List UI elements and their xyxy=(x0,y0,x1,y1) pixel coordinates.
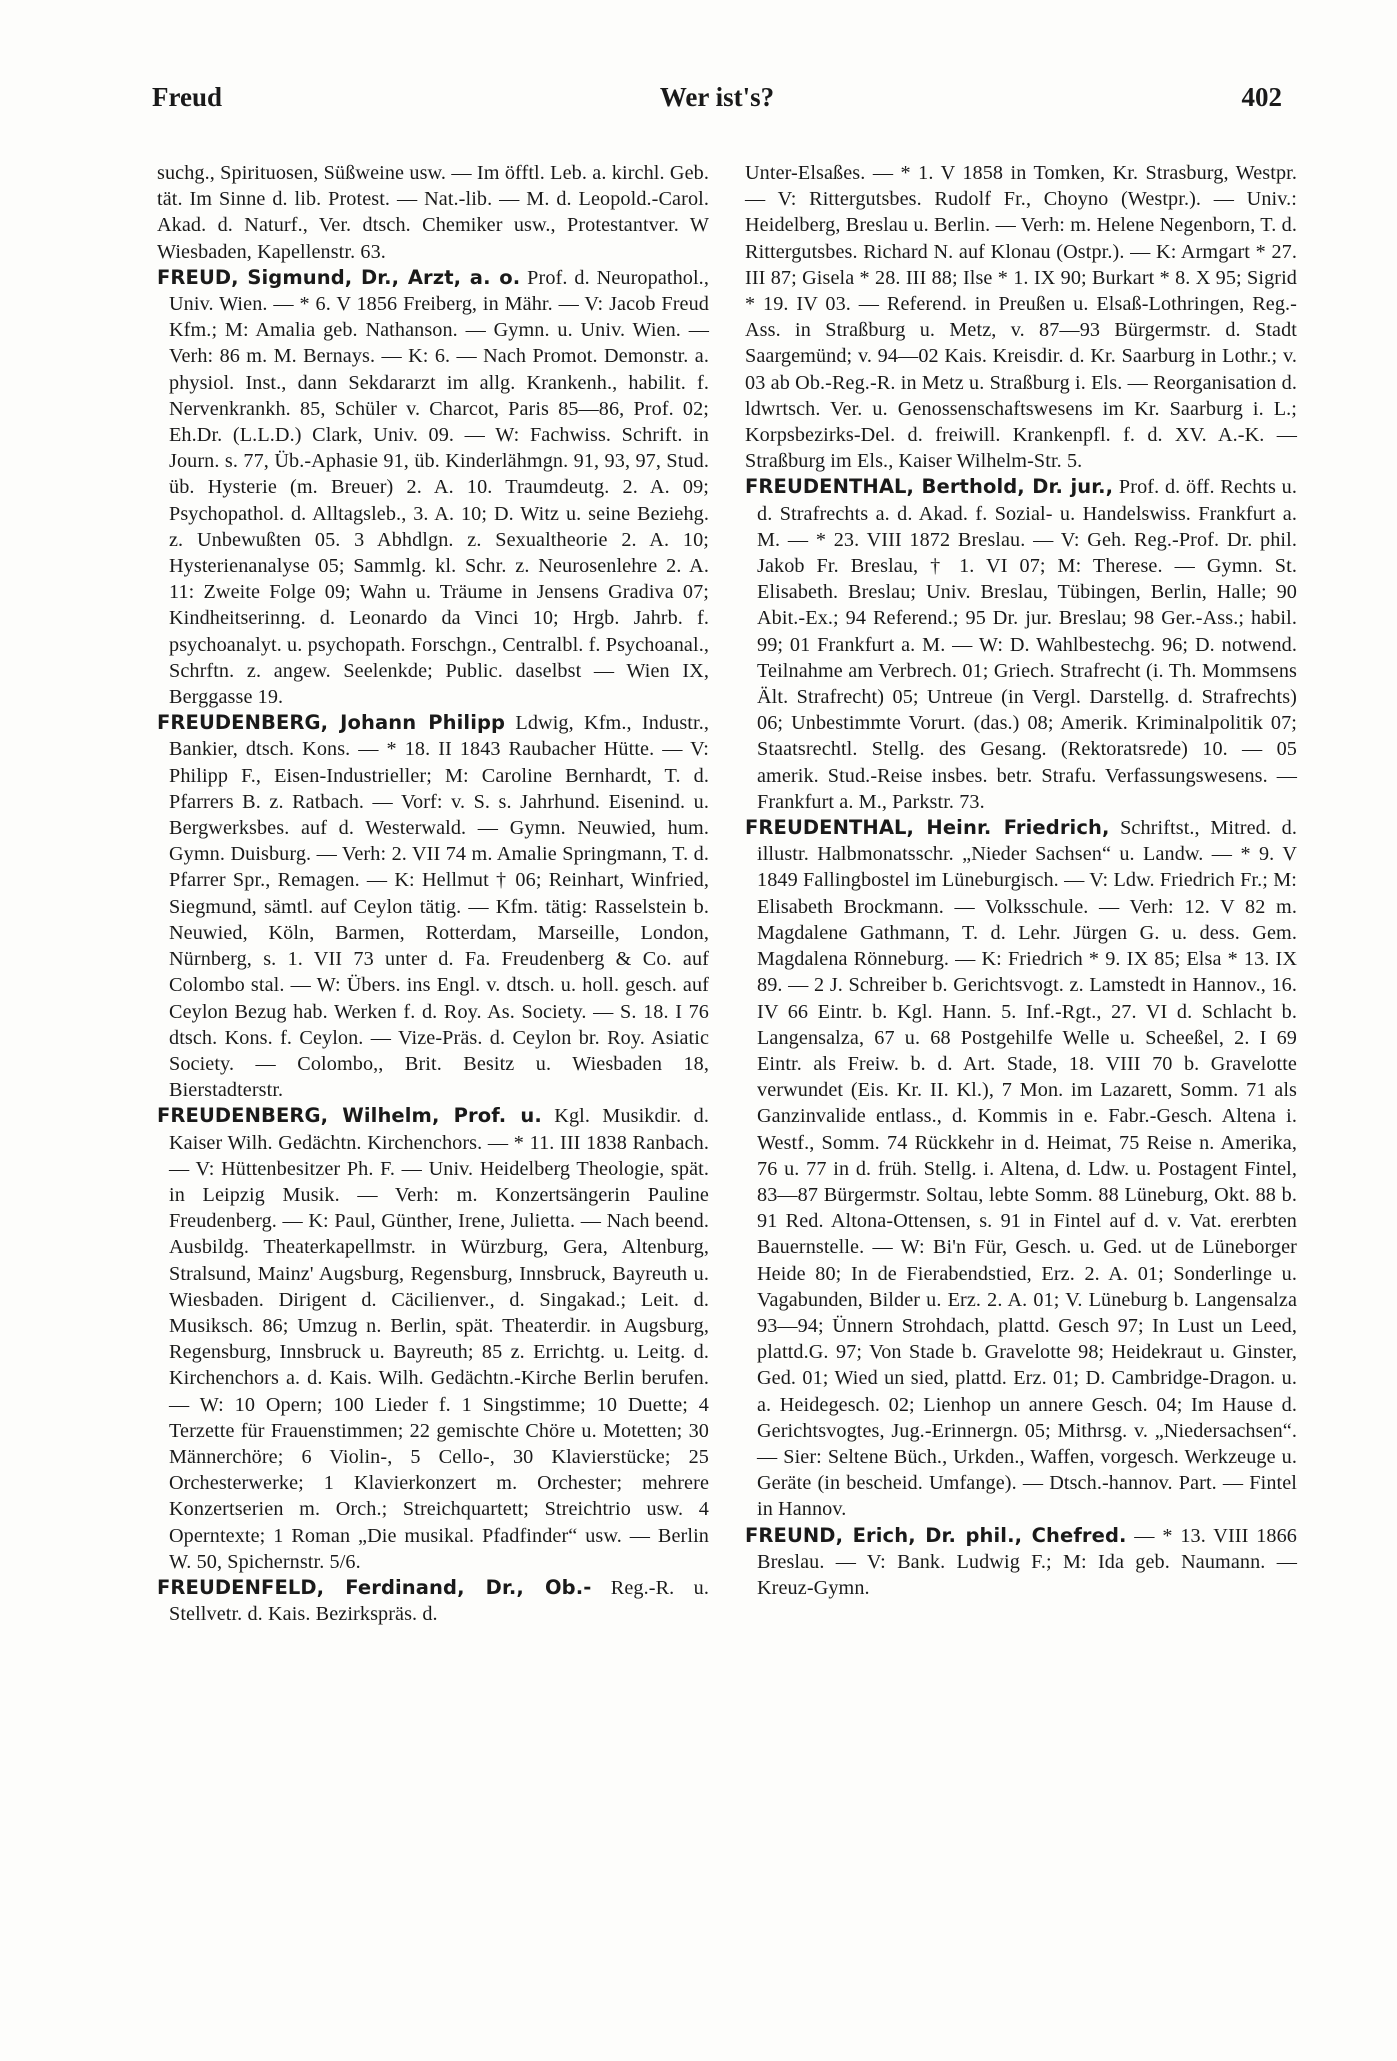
right-column xyxy=(745,160,1297,1601)
entry-name: FREUDENFELD, Ferdinand, Dr., Ob.- xyxy=(157,1575,592,1599)
page-header xyxy=(152,82,1282,122)
entry-text: Prof. d. öff. Rechts u. d. Strafrechts a. d. Akad. f. Sozial- u. Handelswiss. Frankfurt a. M. — * 23. VIII 1872 Breslau. — V: Geh. Reg.-Prof. Dr. phil. Jakob Fr. Breslau, † 1. VI 07; M: Therese. — Gymn. St. Elisabeth. Breslau; Univ. Breslau, Tübingen, Berlin, Halle; 90 Abit.-Ex.; 94 Referend.; 95 Dr. jur. Breslau; 98 Ger.-Ass.; habil. 99; 01 Frankfurt a. M. — W: D. Wahlbestechg. 96; D. notwend. Teilnahme am Verbrech. 01; Griech. Strafrecht (i. Th. Mommsens Ält. Strafrecht) 05; Untreue (in Vergl. Darstellg. d. Strafrechts) 06; Unbestimmte Vorurt. (das.) 08; Amerik. Kriminalpolitik 07; Staatsrechtl. Stellg. des Gesang. (Rektoratsrede) 10. — 05 amerik. Stud.-Reise insbes. betr. Strafu. Verfassungswesens. — Frankfurt a. M., Parkstr. 73. xyxy=(757,476,1297,813)
entry-name: FREUD, Sigmund, Dr., Arzt, a. o. xyxy=(157,265,521,289)
entry-text: Prof. d. Neuropathol., Univ. Wien. — * 6. V 1856 Freiberg, in Mähr. — V: Jacob Freud Kfm.; M: Amalia geb. Nathanson. — Gymn. u. Univ. Wien. — Verh: 86 m. M. Bernays. — K: 6. — Nach Promot. Demonstr. a. physiol. Inst., dann Sekdararzt im allg. Krankenh., habilit. f. Nervenkrankh. 85, Schüler v. Charcot, Paris 85—86, Prof. 02; Eh.Dr. (L.L.D.) Clark, Univ. 09. — W: Fachwiss. Schrift. in Journ. s. 77, Üb.-Aphasie 91, üb. Kinderlähmgn. 91, 93, 97, Stud. üb. Hysterie (m. Breuer) 2. A. 10. Traumdeutg. 2. A. 09; Psychopathol. d. Alltagsleb., 3. A. 10; D. Witz u. seine Beziehg. z. Unbewußten 05. 3 Abhdlgn. z. Sexualtheorie 2. A. 10; Hysterienanalyse 05; Sammlg. kl. Schr. z. Neurosenlehre 2. A. 11: Zweite Folge 09; Wahn u. Träume in Jensens Gradiva 07; Kindheitserinng. d. Leonardo da Vinci 10; Hrgb. Jahrb. f. psychoanalyt. u. psychopath. Forschgn., Centralbl. f. Psychoanal., Schrftn. z. angew. Seelenkde; Public. daselbst — Wien IX, Berggasse 19. xyxy=(169,266,709,709)
entry-freud-sigmund xyxy=(157,265,709,710)
entry-freudenberg-wilhelm xyxy=(157,1103,709,1575)
entry-freudenberg-johann xyxy=(157,710,709,1103)
entry-freudenthal-berthold xyxy=(745,474,1297,815)
running-head-title: Wer ist's? xyxy=(659,82,775,112)
entry-name: FREUDENBERG, Wilhelm, Prof. u. xyxy=(157,1104,542,1128)
entry-name: FREUDENTHAL, Heinr. Friedrich, xyxy=(745,816,1110,840)
entry-name: FREUDENBERG, Johann Philipp xyxy=(157,711,506,735)
entry-name: FREUDENTHAL, Berthold, Dr. jur., xyxy=(745,475,1114,499)
entry-text: Reg.-R. u. Stellvetr. d. Kais. Bezirkspräs. d. xyxy=(169,1576,710,1626)
left-column xyxy=(157,160,709,1627)
running-head-left: Freud xyxy=(152,82,223,112)
entry-text: Schriftst., Mitred. d. illustr. Halbmonatsschr. „Nieder Sachsen“ u. Landw. — * 9. V 1849 Fallingbostel im Lüneburgisch. — V: Ldw. Friedrich Fr.; M: Elisabeth Brockmann. — Volksschule. — Verh: 12. V 82 m. Magdalene Gathmann, T. d. Lehr. Jürgen G. u. dess. Gem. Magdalena Rönneburg. — K: Friedrich * 9. IX 85; Elsa * 13. IX 89. — 2 J. Schreiber b. Gerichtsvogt. z. Lamstedt in Hannov., 16. IV 66 Eintr. b. Kgl. Hann. 5. Inf.-Rgt., 27. VI d. Schlacht b. Langensalza, 67 u. 68 Postgehilfe Welle u. Scheeßel, 2. I 69 Eintr. als Freiw. b. d. Art. Stade, 18. VIII 70 b. Gravelotte verwundet (Eis. Kr. II. Kl.), 7 Mon. im Lazarett, Somm. 71 als Ganzinvalide entlass., d. Kommis in e. Fabr.-Gesch. Altena i. Westf., Somm. 74 Rückkehr in d. Heimat, 75 Reise n. Amerika, 76 u. 77 in d. früh. Stellg. i. Altena, d. Ldw. u. Postagent Fintel, 83—87 Bürgermstr. Soltau, lebte Somm. 88 Lüneburg, Okt. 88 b. 91 Red. Altona-Ottensen, s. 91 in Fintel auf d. v. Vat. ererbten Bauernstelle. — W: Bi'n Für, Gesch. u. Ged. ut de Lüneborger Heide 80; In de Fierabendstied, Erz. 2. A. 01; Sonderlinge u. Vagabunden, Bilder u. Erz. 2. A. 01; V. Lüneburg b. Langensalza 93—94; Ünnern Strohdach, plattd. Gesch 97; In Lust un Leed, plattd.G. 97; Von Stade b. Gravelotte 98; Heidekraut u. Ginster, Ged. 01; Wied un sied, plattd. Erz. 01; D. Cambridge-Dragon. u. a. Heidegesch. 02; Lienhop un annere Gesch. 04; Im Hause d. Gerichtsvogtes, Jug.-Erinnergn. 05; Mithrsg. v. „Niedersachsen“. — Sier: Seltene Büch., Urkden., Waffen, vorgesch. Werkzeuge u. Geräte (in bescheid. Umfange). — Dtsch.-hannov. Part. — Fintel in Hannov. xyxy=(757,817,1297,1521)
entry-name: FREUND, Erich, Dr. phil., Chefred. xyxy=(745,1523,1127,1547)
continued-entry: suchg., Spirituosen, Süßweine usw. — Im öfftl. Leb. a. kirchl. Geb. tät. Im Sinne d. lib. Protest. — Nat.-lib. — M. d. Leopold.-Carol. Akad. d. Naturf., Ver. dtsch. Chemiker usw., Protestantver. W Wiesbaden, Kapellenstr. 63. xyxy=(157,162,709,263)
entry-freudenfeld-ferdinand xyxy=(157,1575,709,1627)
page-number: 402 xyxy=(1241,82,1282,112)
continued-entry: Unter-Elsaßes. — * 1. V 1858 in Tomken, Kr. Strasburg, Westpr. — V: Rittergutsbes. Rudolf Fr., Choyno (Westpr.). — Univ.: Heidelberg, Breslau u. Berlin. — Verh: m. Helene Negenborn, T. d. Rittergutsbes. Richard N. auf Klonau (Ostpr.). — K: Armgart * 27. III 87; Gisela * 28. III 88; Ilse * 1. IX 90; Burkart * 8. X 95; Sigrid * 19. IV 03. — Referend. in Preußen u. Elsaß-Lothringen, Reg.-Ass. in Straßburg u. Metz, v. 87—93 Bürgermstr. d. Stadt Saargemünd; v. 94—02 Kais. Kreisdir. d. Kr. Saarburg in Lothr.; v. 03 ab Ob.-Reg.-R. in Metz u. Straßburg i. Els. — Reorganisation d. ldwrtsch. Ver. u. Genossenschaftswesens im Kr. Saarburg i. L.; Korpsbezirks-Del. d. freiwill. Krankenpfl. f. d. XV. A.-K. — Straßburg im Els., Kaiser Wilhelm-Str. 5. xyxy=(745,162,1297,473)
entry-text: Ldwig, Kfm., Industr., Bankier, dtsch. Kons. — * 18. II 1843 Raubacher Hütte. — V: Philipp F., Eisen-Industrieller; M: Caroline Bernhardt, T. d. Pfarrers B. z. Ratbach. — Vorf: v. S. s. Jahrhund. Eisenind. u. Bergwerksbes. auf d. Westerwald. — Gymn. Neuwied, hum. Gymn. Duisburg. — Verh: 2. VII 74 m. Amalie Springmann, T. d. Pfarrer Spr., Remagen. — K: Hellmut † 06; Reinhart, Winfried, Siegmund, sämtl. auf Ceylon tätig. — Kfm. tätig: Rasselstein b. Neuwied, Köln, Barmen, Rotterdam, Marseille, London, Nürnberg, s. 1. VII 73 unter d. Fa. Freudenberg & Co. auf Colombo stal. — W: Übers. ins Engl. v. dtsch. u. holl. gesch. auf Ceylon Bezug hab. Werken f. d. Roy. As. Society. — S. 18. I 76 dtsch. Kons. f. Ceylon. — Vize-Präs. d. Ceylon br. Roy. Asiatic Society. — Colombo,, Brit. Besitz u. Wiesbaden 18, Bierstadterstr. xyxy=(169,712,710,1102)
entry-text: Kgl. Musikdir. d. Kaiser Wilh. Gedächtn. Kirchenchors. — * 11. III 1838 Ranbach. — V: Hüttenbesitzer Ph. F. — Univ. Heidelberg Theologie, spät. in Leipzig Musik. — Verh: m. Konzertsängerin Pauline Freudenberg. — K: Paul, Günther, Irene, Julietta. — Nach beend. Ausbildg. Theaterkapellmstr. in Würzburg, Gera, Altenburg, Stralsund, Mainz' Augsburg, Regensburg, Innsbruck, Bayreuth u. Wiesbaden. Dirigent d. Cäcilienver., d. Singakad.; Leit. d. Musiksch. 86; Umzug n. Berlin, spät. Theaterdir. in Augsburg, Regensburg, Innsbruck u. Bayreuth; 85 z. Errichtg. u. Leitg. d. Kirchenchors a. d. Kais. Wilh. Gedächtn.-Kirche Berlin berufen. — W: 10 Opern; 100 Lieder f. 1 Singstimme; 10 Duette; 4 Terzette für Frauenstimmen; 22 gemischte Chöre u. Motetten; 30 Männerchöre; 6 Violin-, 5 Cello-, 30 Klavierstücke; 25 Orchesterwerke; 1 Klavierkonzert m. Orchester; mehrere Konzertserien m. Orch.; Streichquartett; Streichtrio usw. 4 Operntexte; 1 Roman „Die musikal. Pfadfinder“ usw. — Berlin W. 50, Spichernstr. 5/6. xyxy=(169,1105,709,1573)
entry-freudenthal-heinrich xyxy=(745,815,1297,1522)
entry-freund-erich xyxy=(745,1523,1297,1602)
entry-text: — * 13. VIII 1866 Breslau. — V: Bank. Ludwig F.; M: Ida geb. Naumann. — Kreuz-Gymn. xyxy=(757,1524,1297,1599)
